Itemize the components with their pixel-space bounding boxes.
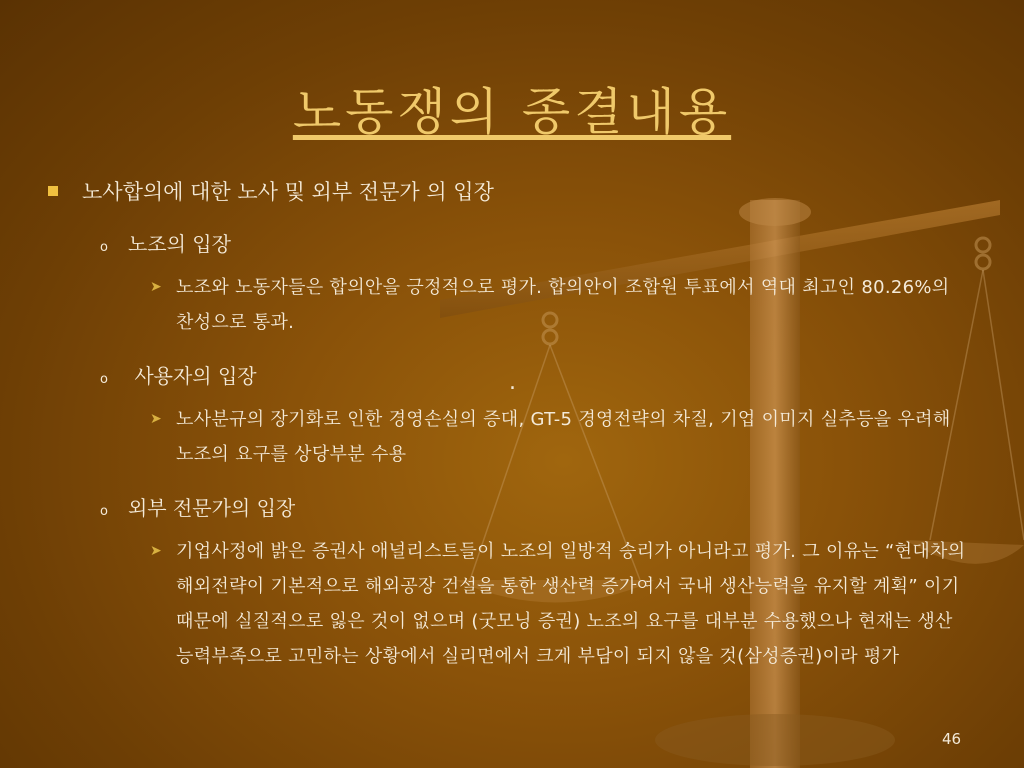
- section-heading-experts: [100, 492, 295, 521]
- arrow-bullet-icon: ➤: [150, 411, 162, 427]
- square-bullet-icon: [48, 186, 58, 196]
- main-bullet-item: [48, 176, 494, 206]
- section-text-union: [150, 270, 970, 340]
- section-heading-employer: [100, 360, 257, 389]
- main-bullet-text: 노사합의에 대한 노사 및 외부 전문가 의 입장: [82, 180, 494, 204]
- stray-mark: .: [509, 370, 516, 395]
- section-body-text: 노조와 노동자들은 합의안을 긍정적으로 평가. 합의안이 조합원 투표에서 역대 최고인 80.26%의 찬성으로 통과.: [176, 277, 950, 333]
- section-heading-text: 노조의 입장: [127, 232, 231, 256]
- slide-title: 노동쟁의 종결내용: [292, 83, 732, 141]
- section-heading-text: 사용자의 입장: [127, 364, 257, 388]
- section-body-text: 노사분규의 장기화로 인한 경영손실의 증대, GT-5 경영전략의 차질, 기업 이미지 실추등을 우려해 노조의 요구를 상당부분 수용: [176, 409, 951, 465]
- circle-bullet-icon: o: [100, 372, 108, 387]
- section-heading-text: 외부 전문가의 입장: [127, 496, 296, 520]
- page-number: 46: [942, 730, 962, 748]
- section-body-text: 기업사정에 밝은 증권사 애널리스트들이 노조의 일방적 승리가 아니라고 평가. 그 이유는 “현대차의 해외전략이 기본적으로 해외공장 건설을 통한 생산력 증가여서 국내 생산능력을 유지할 계획” 이기 때문에 실질적으로 잃은 것이 없으며 (굿모닝 증권) 노조의 요구를 대부분 수용했으나 현재는 생산능력부족으로 고민하는 상황에서 실리면에서 크게 부담이 되지 않을 것(삼성증권)이라 평가: [176, 541, 966, 667]
- section-text-employer: [150, 402, 970, 472]
- arrow-bullet-icon: ➤: [150, 543, 162, 559]
- section-heading-union: [100, 228, 231, 257]
- arrow-bullet-icon: ➤: [150, 279, 162, 295]
- section-text-experts: [150, 534, 970, 674]
- circle-bullet-icon: o: [100, 240, 108, 255]
- circle-bullet-icon: o: [100, 504, 108, 519]
